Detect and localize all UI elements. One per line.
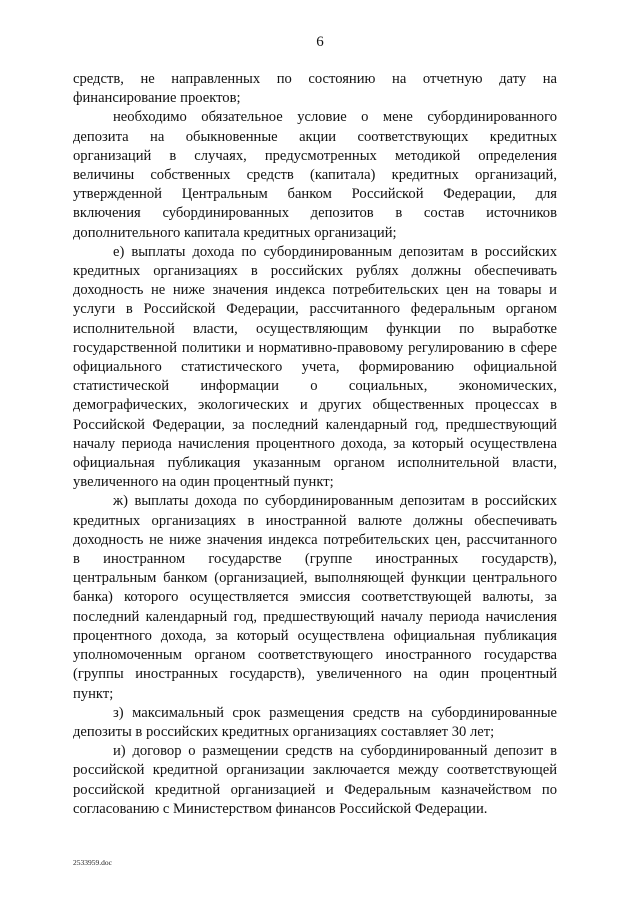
text-line: (группы иностранных государств), увеличенного на один процентный	[73, 666, 557, 683]
text-line: е) выплаты дохода по субординированным депозитам в российских	[113, 243, 557, 260]
text-line: доходность не ниже значения индекса потребительских цен на товары и	[73, 282, 557, 299]
text-line: российской кредитной организацией и Федеральным казначейством по	[73, 781, 557, 798]
text-line: в иностранном государстве (группе иностранных государств),	[73, 551, 557, 568]
text-line: доходность не ниже значения индекса потребительских цен, рассчитанного	[73, 531, 557, 548]
text-line: дополнительного капитала кредитных организаций;	[73, 224, 397, 241]
text-line: демографических, экологических и других общественных процессах в	[73, 397, 557, 414]
text-line: депозита на обыкновенные акции соответствующих кредитных	[73, 128, 557, 145]
text-line: пункт;	[73, 685, 114, 702]
text-line: статистической информации о социальных, экономических,	[73, 378, 557, 395]
text-line: кредитных организациях в российских рублях должны обеспечивать	[73, 263, 557, 280]
text-line: организаций в случаях, предусмотренных методикой определения	[73, 147, 557, 164]
text-line: услуги в Российской Федерации, рассчитанного федеральным органом	[73, 301, 557, 318]
text-line: и) договор о размещении средств на субординированный депозит в	[113, 743, 557, 760]
text-line: величины собственных средств (капитала) кредитных организаций,	[73, 167, 557, 184]
text-line: средств, не направленных по состоянию на отчетную дату на	[73, 71, 557, 87]
text-line: уполномоченным органом соответствующего иностранного государства	[73, 647, 557, 664]
text-line: депозиты в российских кредитных организациях составляет 30 лет;	[73, 723, 495, 740]
body-text	[73, 70, 557, 819]
text-line: началу периода начисления процентного дохода, за который осуществлена	[73, 435, 557, 452]
text-line: центральным банком (организацией, выполняющей функции центрального	[73, 570, 557, 587]
text-line: увеличенного на один процентный пункт;	[73, 474, 334, 491]
text-line: официальная публикация указанным органом исполнительной власти,	[73, 455, 557, 472]
page-number: 6	[316, 34, 324, 50]
text-line: з) максимальный срок размещения средств на субординированные	[113, 704, 557, 721]
text-line: ж) выплаты дохода по субординированным депозитам в российских	[113, 493, 557, 510]
text-line: процентного дохода, за который осуществлена официальная публикация	[73, 627, 557, 644]
text-line: кредитных организациях в иностранной валюте должны обеспечивать	[73, 512, 557, 529]
text-line: исполнительной власти, осуществляющим функции по выработке	[73, 320, 557, 337]
footer-filename: 2533959.doc	[73, 858, 112, 867]
text-line: официального статистического учета, формированию официальной	[73, 359, 557, 376]
text-line: включения субординированных депозитов в состав источников	[73, 205, 557, 222]
text-line: российской кредитной организации заключается между соответствующей	[73, 762, 557, 779]
text-line: Российской Федерации, за последний календарный год, предшествующий	[73, 416, 557, 433]
text-line: финансирование проектов;	[73, 90, 241, 107]
text-line: необходимо обязательное условие о мене субординированного	[113, 109, 557, 126]
text-line: утвержденной Центральным банком Российской Федерации, для	[73, 186, 557, 203]
text-line: согласованию с Министерством финансов Российской Федерации.	[73, 800, 488, 817]
text-line: государственной политики и нормативно-правовому регулированию в сфере	[73, 339, 557, 356]
text-line: последний календарный год, предшествующий началу периода начисления	[73, 608, 557, 625]
text-line: банка) которого осуществляется эмиссия соответствующей валюты, за	[73, 589, 557, 606]
